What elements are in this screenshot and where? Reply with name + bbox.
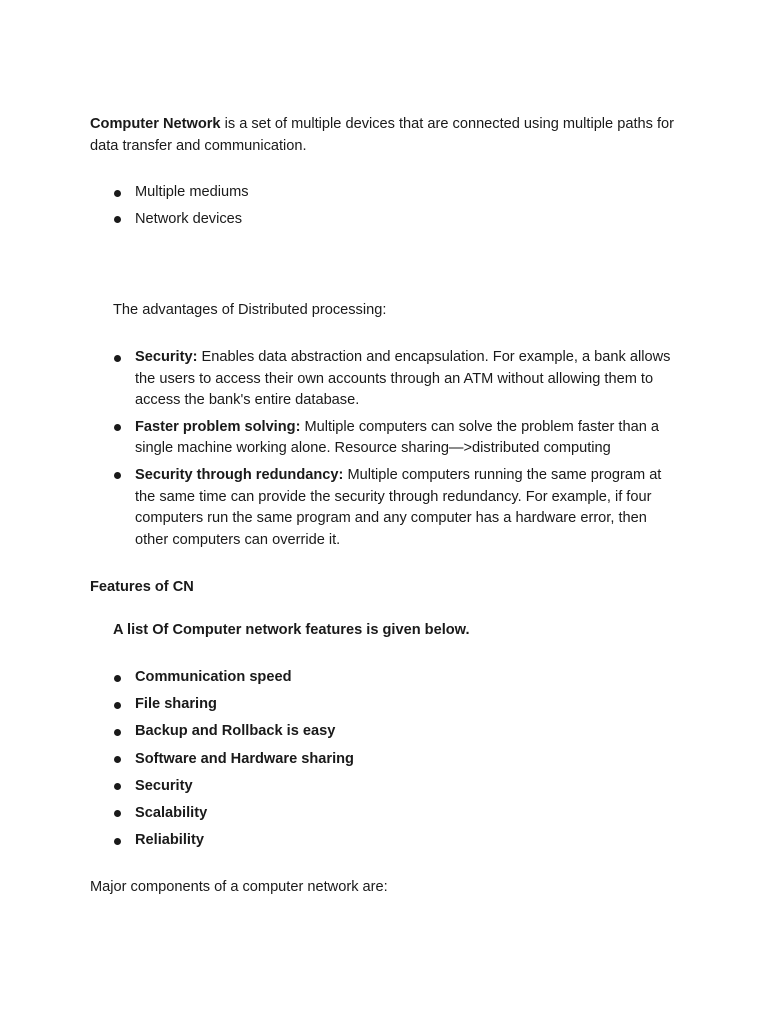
advantage-text: Multiple computers can solve the problem faster than a single machine working alone. Resource sharing—>distributed computing: [135, 418, 659, 457]
features-subheading: A list Of Computer network features is given below.: [113, 622, 470, 638]
bullet-icon: [114, 810, 121, 817]
bullet-icon: [114, 675, 121, 682]
list-item: [90, 803, 680, 825]
feature-text: File sharing: [135, 696, 217, 713]
feature-text: Communication speed: [135, 669, 292, 685]
bullet-icon: [114, 472, 121, 479]
list-item-text: Multiple mediums: [135, 184, 249, 200]
advantage-text: Enables data abstraction and encapsulation. For example, a bank allows the users to access their own accounts through an ATM without allowing them to access the bank's entire database.: [135, 349, 671, 409]
bullet-icon: [114, 424, 121, 431]
advantages-list: [90, 347, 680, 556]
list-item: [90, 749, 680, 771]
bullet-icon: [114, 756, 121, 763]
bullet-icon: [114, 702, 121, 709]
list-item: [90, 347, 680, 412]
advantage-text: Multiple computers running the same program at the same time can provide the security through redundancy. For example, if four computers run the same program and any computer has a hardware error, then other computers can override it.: [135, 466, 662, 548]
components-line: Major components of a computer network are:: [90, 879, 388, 895]
list-item: [90, 667, 680, 689]
features-list: [90, 667, 680, 857]
advantage-title: Faster problem solving:: [135, 418, 301, 435]
mediums-list: [90, 182, 680, 235]
feature-text: Security: [135, 777, 193, 794]
list-item: [90, 209, 680, 231]
bullet-icon: [114, 216, 121, 223]
list-item: [90, 465, 680, 551]
intro-paragraph: [90, 114, 680, 157]
bullet-icon: [114, 190, 121, 197]
features-heading: Features of CN: [90, 579, 194, 595]
bullet-icon: [114, 729, 121, 736]
intro-text: is a set of multiple devices that are connected using multiple paths for data transfer and communication.: [90, 116, 675, 154]
feature-text: Reliability: [135, 832, 204, 849]
list-item-text: Network devices: [135, 210, 243, 227]
list-item: [90, 830, 680, 852]
feature-text: Software and Hardware sharing: [135, 750, 354, 767]
list-item: [90, 776, 680, 798]
advantages-heading: The advantages of Distributed processing:: [113, 302, 387, 318]
intro-term: Computer Network: [90, 116, 221, 132]
bullet-icon: [114, 783, 121, 790]
feature-text: Scalability: [135, 804, 208, 821]
bullet-icon: [114, 838, 121, 845]
feature-text: Backup and Rollback is easy: [135, 723, 336, 740]
bullet-icon: [114, 355, 121, 362]
list-item: [90, 721, 680, 743]
advantage-title: Security:: [135, 349, 198, 365]
list-item: [90, 182, 680, 204]
list-item: [90, 694, 680, 716]
advantage-title: Security through redundancy:: [135, 466, 344, 483]
list-item: [90, 417, 680, 460]
